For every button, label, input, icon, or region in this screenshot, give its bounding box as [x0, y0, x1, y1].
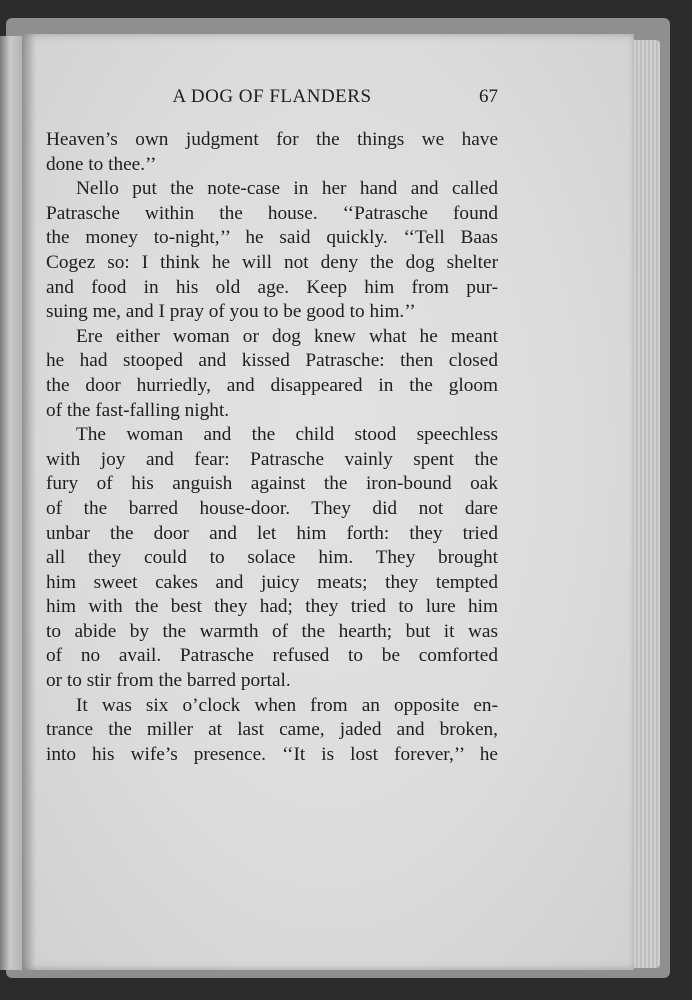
text-line: to abide by the warmth of the hearth; but it was — [46, 620, 498, 642]
text-line: the money to-night,’’ he said quickly. ‘‘Tell Baas — [46, 227, 498, 249]
text-line: Heaven’s own judgment for the things we have — [46, 129, 498, 150]
paragraph — [46, 177, 498, 325]
text-line: It was six o’clock when from an opposite en- — [76, 694, 498, 716]
text-line: with joy and fear: Patrasche vainly spent the — [46, 448, 498, 470]
page-stack-edge — [630, 40, 660, 968]
facing-page-edge — [0, 36, 22, 970]
text-line: trance the miller at last came, jaded and broken, — [46, 719, 498, 741]
text-line: him sweet cakes and juicy meats; they tempted — [46, 571, 498, 593]
text-line: and food in his old age. Keep him from pur- — [46, 276, 498, 298]
text-line: the door hurriedly, and disappeared in the gloom — [46, 374, 498, 396]
text-line: done to thee.’’ — [46, 153, 157, 175]
body-text — [46, 128, 498, 767]
text-line: him with the best they had; they tried to lure him — [46, 596, 498, 618]
text-line: The woman and the child stood speechless — [76, 424, 498, 446]
text-line: all they could to solace him. They brought — [46, 547, 498, 569]
paragraph — [46, 423, 498, 694]
text-line: Nello put the note-case in her hand and called — [76, 178, 498, 200]
text-line: of no avail. Patrasche refused to be comforted — [46, 645, 498, 667]
gutter-shadow — [22, 34, 36, 970]
text-line: unbar the door and let him forth: they tried — [46, 522, 498, 544]
text-line: he had stooped and kissed Patrasche: then closed — [46, 350, 498, 372]
text-line: fury of his anguish against the iron-bound oak — [46, 473, 498, 495]
text-line: Patrasche within the house. ‘‘Patrasche found — [46, 202, 498, 224]
running-header — [46, 86, 498, 116]
text-line: Ere either woman or dog knew what he meant — [76, 325, 498, 347]
text-line: of the fast-falling night. — [46, 399, 230, 421]
text-line: suing me, and I pray of you to be good to him.’’ — [46, 301, 416, 323]
paragraph — [46, 694, 498, 768]
text-line: into his wife’s presence. ‘‘It is lost forever,’’ he — [46, 743, 498, 765]
text-line: of the barred house-door. They did not dare — [46, 497, 498, 519]
paragraph — [46, 325, 498, 423]
text-line: Cogez so: I think he will not deny the dog shelter — [46, 251, 498, 273]
paragraph — [46, 128, 498, 177]
running-title: A DOG OF FLANDERS — [172, 86, 372, 107]
text-line: or to stir from the barred portal. — [46, 670, 291, 692]
page-number: 67 — [479, 86, 498, 107]
